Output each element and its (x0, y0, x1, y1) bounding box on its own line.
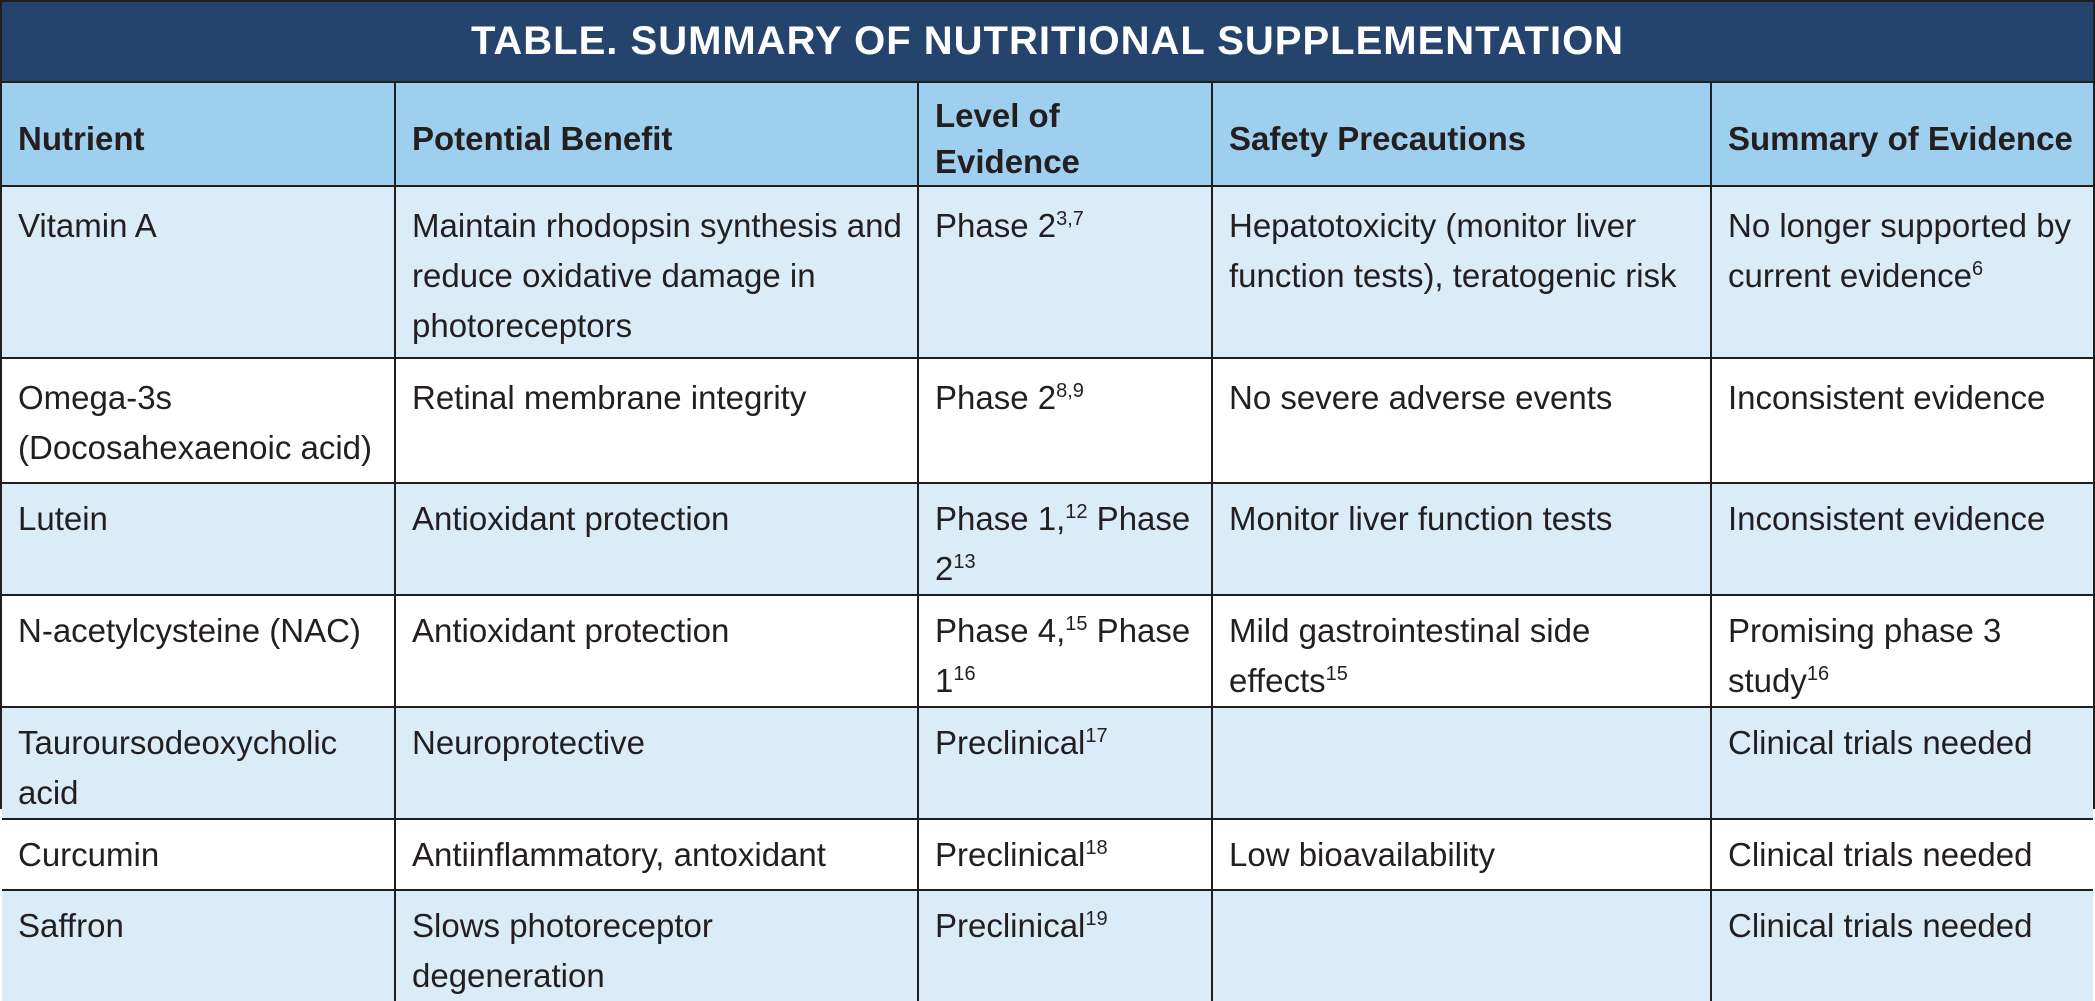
cell-potential-benefit: Slows photoreceptor degeneration (395, 890, 918, 1001)
cell-safety-precautions (1212, 358, 1711, 483)
header-summary-of-evidence: Summary of Evidence (1711, 83, 2093, 186)
cell-level-of-evidence-text: Preclinical (935, 724, 1086, 761)
cell-safety-precautions-text: Low bioavailability (1229, 836, 1495, 873)
cell-summary-of-evidence-text: No longer supported by current evidence (1728, 207, 2072, 294)
reference-superscript: 12 (1065, 501, 1088, 523)
cell-level-of-evidence-text: Preclinical (935, 907, 1086, 944)
cell-level-of-evidence-text: Phase 2 (935, 379, 1057, 416)
cell-summary-of-evidence (1711, 819, 2093, 890)
header-safety-precautions: Safety Precautions (1212, 83, 1711, 186)
cell-safety-precautions-text: Mild gastrointestinal side effects (1229, 612, 1591, 699)
reference-superscript: 16 (953, 663, 976, 685)
cell-safety-precautions-text: Monitor liver function tests (1229, 500, 1613, 537)
cell-summary-of-evidence-text: Inconsistent evidence (1728, 379, 2046, 416)
cell-level-of-evidence (918, 819, 1212, 890)
cell-nutrient: Saffron (2, 890, 395, 1001)
cell-nutrient: Lutein (2, 483, 395, 595)
reference-superscript: 6 (1971, 258, 1984, 280)
reference-superscript: 16 (1806, 663, 1830, 685)
cell-summary-of-evidence-text: Clinical trials needed (1728, 724, 2033, 761)
cell-nutrient: N-acetylcysteine (NAC) (2, 595, 395, 707)
cell-safety-precautions-text: No severe adverse events (1229, 379, 1613, 416)
cell-safety-precautions (1212, 186, 1711, 358)
cell-safety-precautions (1212, 819, 1711, 890)
cell-summary-of-evidence (1711, 595, 2093, 707)
cell-summary-of-evidence-text: Inconsistent evidence (1728, 500, 2046, 537)
cell-summary-of-evidence (1711, 890, 2093, 1001)
table-row (2, 707, 2093, 819)
cell-level-of-evidence (918, 890, 1212, 1001)
reference-superscript: 15 (1065, 613, 1088, 635)
table-row (2, 819, 2093, 890)
table-row (2, 186, 2093, 358)
cell-potential-benefit: Antioxidant protection (395, 483, 918, 595)
cell-summary-of-evidence (1711, 186, 2093, 358)
cell-level-of-evidence (918, 186, 1212, 358)
cell-level-of-evidence (918, 483, 1212, 595)
cell-level-of-evidence-text: Phase 2 (935, 207, 1057, 244)
cell-summary-of-evidence-text: Clinical trials needed (1728, 907, 2033, 944)
cell-level-of-evidence (918, 358, 1212, 483)
cell-summary-of-evidence (1711, 483, 2093, 595)
cell-nutrient: Omega-3s (Docosahexaenoic acid) (2, 358, 395, 483)
cell-potential-benefit: Neuroprotective (395, 707, 918, 819)
reference-superscript: 19 (1085, 908, 1108, 930)
cell-summary-of-evidence (1711, 358, 2093, 483)
table-row (2, 358, 2093, 483)
cell-safety-precautions (1212, 595, 1711, 707)
cell-potential-benefit: Antioxidant protection (395, 595, 918, 707)
cell-level-of-evidence-text: Phase 1, (935, 500, 1066, 537)
cell-level-of-evidence-text: Phase 2 (935, 500, 1191, 587)
cell-level-of-evidence (918, 707, 1212, 819)
header-potential-benefit: Potential Benefit (395, 83, 918, 186)
cell-summary-of-evidence (1711, 707, 2093, 819)
reference-superscript: 13 (953, 551, 976, 573)
cell-level-of-evidence-text: Phase 1 (935, 612, 1191, 699)
cell-summary-of-evidence-text: Promising phase 3 study (1728, 612, 2002, 699)
cell-potential-benefit: Antiinflammatory, antoxidant (395, 819, 918, 890)
reference-superscript: 17 (1085, 725, 1108, 747)
table-row (2, 890, 2093, 1001)
supplement-table (2, 83, 2093, 1001)
cell-level-of-evidence-text: Phase 4, (935, 612, 1066, 649)
cell-summary-of-evidence-text: Clinical trials needed (1728, 836, 2033, 873)
cell-nutrient: Vitamin A (2, 186, 395, 358)
cell-level-of-evidence (918, 595, 1212, 707)
cell-level-of-evidence-text: Preclinical (935, 836, 1086, 873)
cell-safety-precautions (1212, 707, 1711, 819)
cell-potential-benefit: Retinal membrane integrity (395, 358, 918, 483)
reference-superscript: 3,7 (1056, 208, 1084, 230)
cell-safety-precautions (1212, 890, 1711, 1001)
cell-safety-precautions (1212, 483, 1711, 595)
header-nutrient: Nutrient (2, 83, 395, 186)
table-row (2, 483, 2093, 595)
table-body (2, 186, 2093, 1001)
cell-nutrient: Tauroursodeoxycholic acid (2, 707, 395, 819)
header-level-of-evidence: Level of Evidence (918, 83, 1212, 186)
reference-superscript: 8,9 (1056, 380, 1084, 402)
cell-safety-precautions-text: Hepatotoxicity (monitor liver function tests), teratogenic risk (1229, 207, 1677, 294)
reference-superscript: 18 (1085, 837, 1108, 859)
reference-superscript: 15 (1325, 663, 1348, 685)
header-row (2, 83, 2093, 186)
table-row (2, 595, 2093, 707)
cell-nutrient: Curcumin (2, 819, 395, 890)
table-title: TABLE. SUMMARY OF NUTRITIONAL SUPPLEMENTATION (2, 2, 2093, 83)
cell-potential-benefit: Maintain rhodopsin synthesis and reduce oxidative damage in photoreceptors (395, 186, 918, 358)
